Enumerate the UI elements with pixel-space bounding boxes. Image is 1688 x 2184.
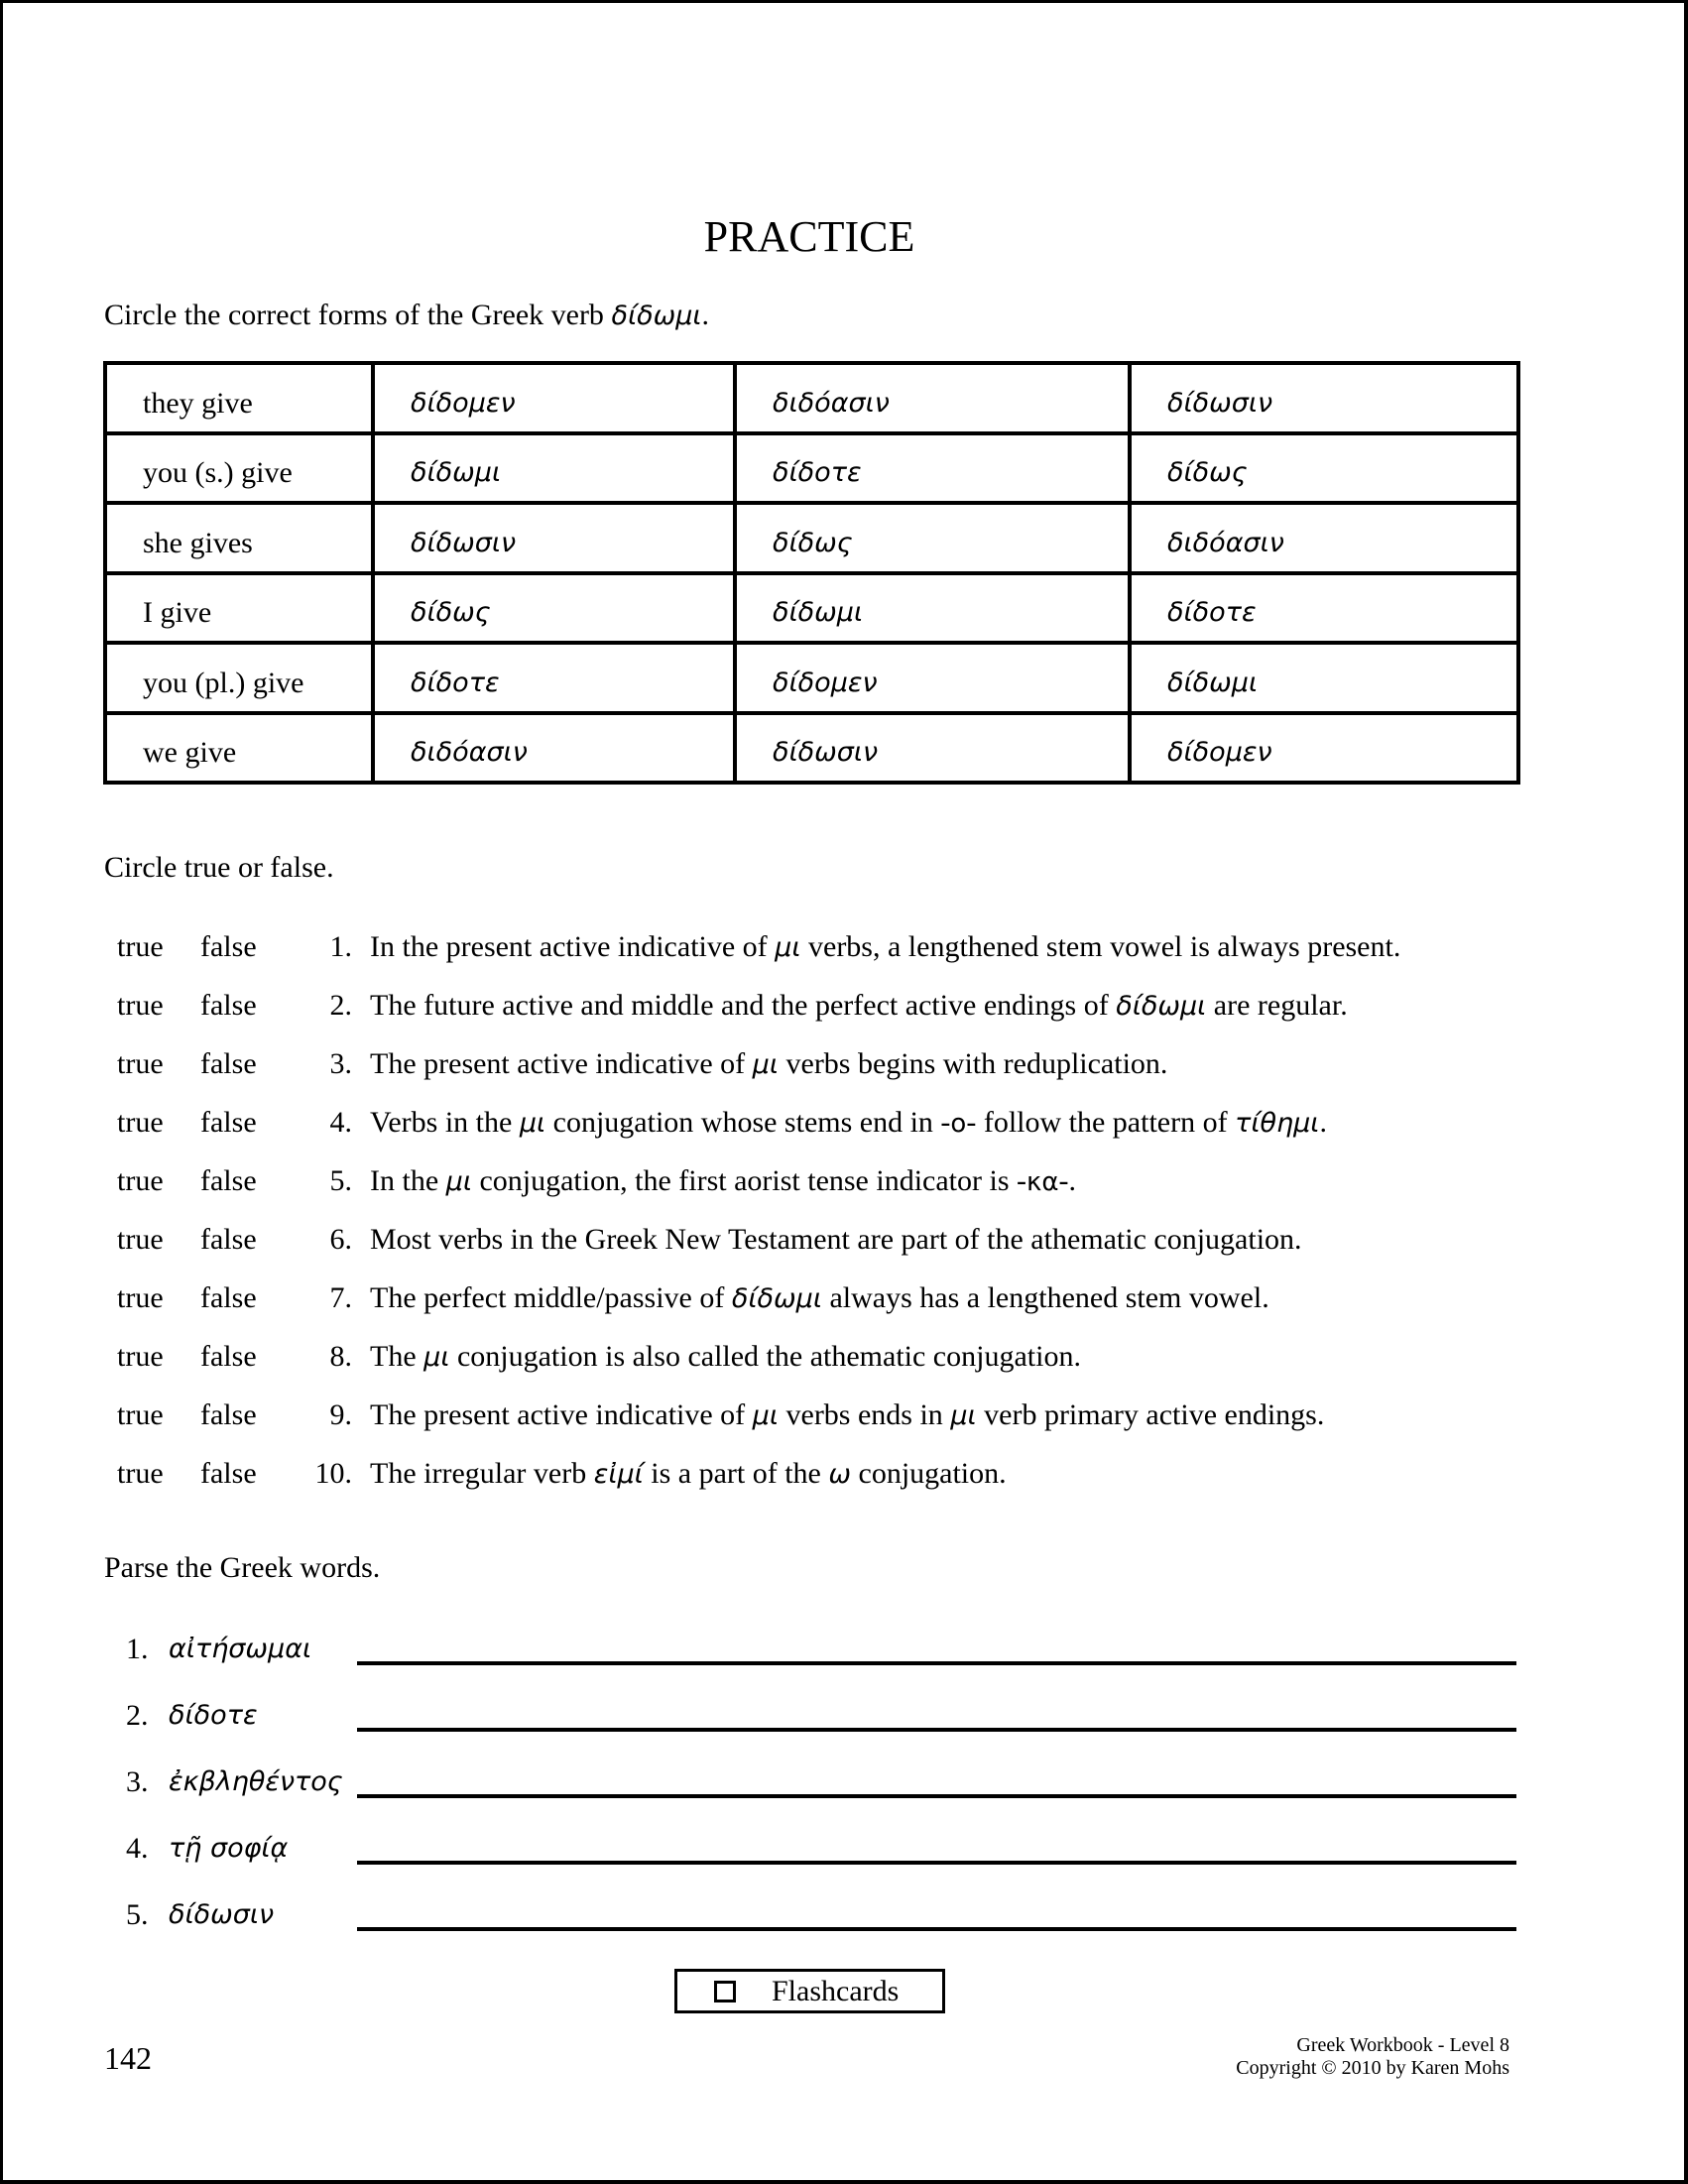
statement-text-part: conjugation is also called the athematic conjugation. bbox=[449, 1340, 1081, 1373]
page-number: 142 bbox=[104, 2040, 152, 2076]
greek-verb-option[interactable]: δίδως bbox=[1167, 457, 1248, 488]
statement-number: 1. bbox=[329, 930, 352, 963]
greek-verb-option[interactable]: δίδωμι bbox=[411, 457, 502, 488]
verb-row bbox=[105, 433, 1518, 504]
verb-option-cell[interactable] bbox=[735, 433, 1130, 504]
greek-verb-option[interactable]: διδόασιν bbox=[773, 387, 890, 419]
greek-verb-option[interactable]: δίδως bbox=[773, 527, 853, 558]
statement-text-part: verbs begins with reduplication. bbox=[779, 1047, 1168, 1080]
greek-term: δίδωμι bbox=[1116, 991, 1207, 1022]
statement-text-part: The present active indicative of bbox=[370, 1047, 753, 1080]
section1-instruction bbox=[104, 298, 709, 334]
parse-number: 3. bbox=[126, 1765, 149, 1798]
english-meaning: you (pl.) give bbox=[105, 643, 373, 713]
true-option[interactable]: true bbox=[117, 1223, 164, 1256]
statement-text bbox=[370, 1278, 1269, 1319]
statement-text-part: Verbs in the bbox=[370, 1106, 520, 1139]
true-false-item bbox=[3, 1044, 1688, 1084]
greek-term: εἰμί bbox=[593, 1459, 644, 1490]
verb-option-cell[interactable] bbox=[1130, 433, 1518, 504]
verb-option-cell[interactable] bbox=[373, 503, 735, 573]
parse-item bbox=[3, 1696, 1688, 1762]
greek-term: τίθημι bbox=[1235, 1108, 1320, 1139]
greek-term: μι bbox=[423, 1342, 450, 1373]
parse-number: 2. bbox=[126, 1699, 149, 1732]
statement-text-part: The future active and middle and the perfect active endings of bbox=[370, 989, 1117, 1022]
instruction-period: . bbox=[701, 299, 710, 331]
flashcards-label: Flashcards bbox=[772, 1974, 900, 2007]
true-option[interactable]: true bbox=[117, 1106, 164, 1139]
statement-text-part: In the present active indicative of bbox=[370, 930, 776, 963]
verb-row bbox=[105, 503, 1518, 573]
statement-text-part: verbs ends in bbox=[779, 1398, 951, 1431]
greek-verb-option[interactable]: δίδομεν bbox=[1167, 737, 1272, 768]
english-meaning: she gives bbox=[105, 503, 373, 573]
true-false-item bbox=[3, 986, 1688, 1026]
true-false-item bbox=[3, 1278, 1688, 1318]
parse-greek-word: δίδωσιν bbox=[169, 1899, 275, 1930]
statement-text-part: . bbox=[1319, 1106, 1327, 1139]
true-option[interactable]: true bbox=[117, 1281, 164, 1314]
false-option[interactable]: false bbox=[200, 989, 257, 1022]
statement-text bbox=[370, 1103, 1327, 1144]
verb-option-cell[interactable] bbox=[373, 433, 735, 504]
verb-option-cell[interactable] bbox=[1130, 713, 1518, 784]
statement-text bbox=[370, 1337, 1081, 1378]
english-meaning: they give bbox=[105, 363, 373, 433]
statement-number: 7. bbox=[329, 1281, 352, 1314]
false-option[interactable]: false bbox=[200, 1106, 257, 1139]
statement-text-part: verbs, a lengthened stem vowel is always present. bbox=[800, 930, 1401, 963]
statement-text-part: - follow the pattern of bbox=[966, 1106, 1236, 1139]
answer-line[interactable] bbox=[357, 1661, 1516, 1665]
answer-line[interactable] bbox=[357, 1728, 1516, 1732]
true-false-item bbox=[3, 1220, 1688, 1260]
statement-text-part: The bbox=[370, 1340, 424, 1373]
verb-option-cell[interactable] bbox=[373, 643, 735, 713]
parse-item bbox=[3, 1829, 1688, 1895]
statement-number: 2. bbox=[329, 989, 352, 1022]
statement-text-part: conjugation. bbox=[851, 1457, 1007, 1490]
verb-row bbox=[105, 643, 1518, 713]
statement-text-part: conjugation, the first aorist tense indicator is - bbox=[471, 1164, 1026, 1197]
greek-term: ο bbox=[950, 1109, 967, 1139]
statement-text bbox=[370, 1044, 1167, 1085]
statement-number: 10. bbox=[314, 1457, 352, 1490]
false-option[interactable]: false bbox=[200, 1223, 257, 1256]
verb-row bbox=[105, 573, 1518, 644]
false-option[interactable]: false bbox=[200, 1398, 257, 1431]
greek-term: μι bbox=[775, 932, 801, 963]
true-false-item bbox=[3, 927, 1688, 967]
footer-title: Greek Workbook - Level 8 bbox=[1296, 2034, 1509, 2056]
parse-item bbox=[3, 1762, 1688, 1829]
greek-term: μι bbox=[752, 1049, 779, 1080]
statement-number: 9. bbox=[329, 1398, 352, 1431]
statement-text-part: Most verbs in the Greek New Testament are part of the athematic conjugation. bbox=[370, 1223, 1302, 1256]
statement-text bbox=[370, 986, 1348, 1027]
greek-verb-option[interactable]: δίδοτε bbox=[411, 667, 500, 698]
verb-option-cell[interactable] bbox=[735, 643, 1130, 713]
false-option[interactable]: false bbox=[200, 1047, 257, 1080]
statement-text bbox=[370, 927, 1400, 968]
statement-text-part: The present active indicative of bbox=[370, 1398, 753, 1431]
greek-term: δίδωμι bbox=[731, 1283, 822, 1314]
greek-term: κα bbox=[1026, 1167, 1059, 1197]
statement-text-part: -. bbox=[1058, 1164, 1076, 1197]
statement-text-part: are regular. bbox=[1206, 989, 1348, 1022]
parse-number: 1. bbox=[126, 1633, 149, 1665]
section2-instruction: Circle true or false. bbox=[104, 851, 334, 884]
verb-row bbox=[105, 713, 1518, 784]
statement-text-part: verb primary active endings. bbox=[976, 1398, 1325, 1431]
verb-forms-table bbox=[103, 361, 1520, 785]
true-option[interactable]: true bbox=[117, 930, 164, 963]
instruction-text: Circle the correct forms of the Greek verb bbox=[104, 299, 612, 331]
greek-term: μι bbox=[950, 1400, 977, 1431]
parse-item bbox=[3, 1630, 1688, 1696]
true-false-item bbox=[3, 1337, 1688, 1377]
footer-copyright: Copyright © 2010 by Karen Mohs bbox=[1236, 2057, 1509, 2079]
statement-number: 8. bbox=[329, 1340, 352, 1373]
greek-verb-option[interactable]: δίδοτε bbox=[773, 457, 862, 488]
greek-term: μι bbox=[445, 1166, 472, 1197]
parse-number: 5. bbox=[126, 1898, 149, 1931]
verb-option-cell[interactable] bbox=[373, 363, 735, 433]
statement-text bbox=[370, 1220, 1302, 1260]
statement-text bbox=[370, 1454, 1007, 1495]
true-false-item bbox=[3, 1161, 1688, 1201]
greek-term: μι bbox=[519, 1108, 546, 1139]
true-false-item bbox=[3, 1103, 1688, 1143]
statement-number: 5. bbox=[329, 1164, 352, 1197]
true-false-item bbox=[3, 1395, 1688, 1435]
page-title: PRACTICE bbox=[703, 212, 915, 261]
verb-option-cell[interactable] bbox=[1130, 643, 1518, 713]
answer-line[interactable] bbox=[357, 1794, 1516, 1798]
flashcards-checkbox[interactable] bbox=[674, 1969, 945, 2013]
greek-term: ω bbox=[828, 1459, 851, 1490]
section3-instruction: Parse the Greek words. bbox=[104, 1551, 381, 1584]
english-meaning: we give bbox=[105, 713, 373, 784]
greek-verb-option[interactable]: δίδωμι bbox=[1167, 667, 1259, 698]
greek-term: μι bbox=[752, 1400, 779, 1431]
statement-text-part: always has a lengthened stem vowel. bbox=[821, 1281, 1269, 1314]
statement-text-part: The irregular verb bbox=[370, 1457, 594, 1490]
true-option[interactable]: true bbox=[117, 1457, 164, 1490]
false-option[interactable]: false bbox=[200, 1457, 257, 1490]
false-option[interactable]: false bbox=[200, 1164, 257, 1197]
statement-text bbox=[370, 1161, 1076, 1202]
verb-option-cell[interactable] bbox=[373, 713, 735, 784]
greek-verb-option[interactable]: δίδοτε bbox=[1167, 597, 1257, 628]
statement-text-part: In the bbox=[370, 1164, 446, 1197]
parse-greek-word: αἰτήσωμαι bbox=[169, 1634, 312, 1664]
checkbox-square-icon[interactable] bbox=[714, 1981, 736, 2002]
answer-line[interactable] bbox=[357, 1861, 1516, 1865]
english-meaning: you (s.) give bbox=[105, 433, 373, 504]
verb-option-cell[interactable] bbox=[1130, 503, 1518, 573]
statement-number: 4. bbox=[329, 1106, 352, 1139]
parse-greek-word: ἐκβληθέντος bbox=[169, 1766, 343, 1797]
verb-option-cell[interactable] bbox=[735, 363, 1130, 433]
greek-verb-option[interactable]: δίδως bbox=[411, 597, 491, 628]
greek-verb-option[interactable]: διδόασιν bbox=[411, 737, 528, 768]
greek-word: δίδωμι bbox=[611, 301, 702, 331]
false-option[interactable]: false bbox=[200, 1281, 257, 1314]
true-option[interactable]: true bbox=[117, 1340, 164, 1373]
greek-verb-option[interactable]: δίδομεν bbox=[411, 387, 516, 419]
parse-greek-word: δίδοτε bbox=[169, 1700, 258, 1731]
verb-option-cell[interactable] bbox=[1130, 363, 1518, 433]
true-option[interactable]: true bbox=[117, 1047, 164, 1080]
verb-option-cell[interactable] bbox=[1130, 573, 1518, 644]
statement-text-part: The perfect middle/passive of bbox=[370, 1281, 732, 1314]
false-option[interactable]: false bbox=[200, 1340, 257, 1373]
true-option[interactable]: true bbox=[117, 989, 164, 1022]
statement-text-part: is a part of the bbox=[643, 1457, 829, 1490]
greek-verb-option[interactable]: δίδωσιν bbox=[411, 527, 517, 558]
greek-verb-option[interactable]: δίδωσιν bbox=[773, 737, 879, 768]
true-option[interactable]: true bbox=[117, 1398, 164, 1431]
parse-item bbox=[3, 1895, 1688, 1962]
verb-option-cell[interactable] bbox=[735, 503, 1130, 573]
true-false-item bbox=[3, 1454, 1688, 1494]
parse-greek-word: τῇ σοφίᾳ bbox=[169, 1833, 289, 1864]
true-option[interactable]: true bbox=[117, 1164, 164, 1197]
false-option[interactable]: false bbox=[200, 930, 257, 963]
verb-option-cell[interactable] bbox=[735, 573, 1130, 644]
english-meaning: I give bbox=[105, 573, 373, 644]
greek-verb-option[interactable]: δίδομεν bbox=[773, 667, 878, 698]
greek-verb-option[interactable]: διδόασιν bbox=[1167, 527, 1284, 558]
verb-option-cell[interactable] bbox=[373, 573, 735, 644]
parse-number: 4. bbox=[126, 1832, 149, 1865]
greek-verb-option[interactable]: δίδωσιν bbox=[1167, 387, 1273, 419]
answer-line[interactable] bbox=[357, 1927, 1516, 1931]
statement-text bbox=[370, 1395, 1324, 1436]
statement-number: 6. bbox=[329, 1223, 352, 1256]
verb-row bbox=[105, 363, 1518, 433]
statement-text-part: conjugation whose stems end in - bbox=[545, 1106, 951, 1139]
greek-verb-option[interactable]: δίδωμι bbox=[773, 597, 864, 628]
statement-number: 3. bbox=[329, 1047, 352, 1080]
verb-option-cell[interactable] bbox=[735, 713, 1130, 784]
